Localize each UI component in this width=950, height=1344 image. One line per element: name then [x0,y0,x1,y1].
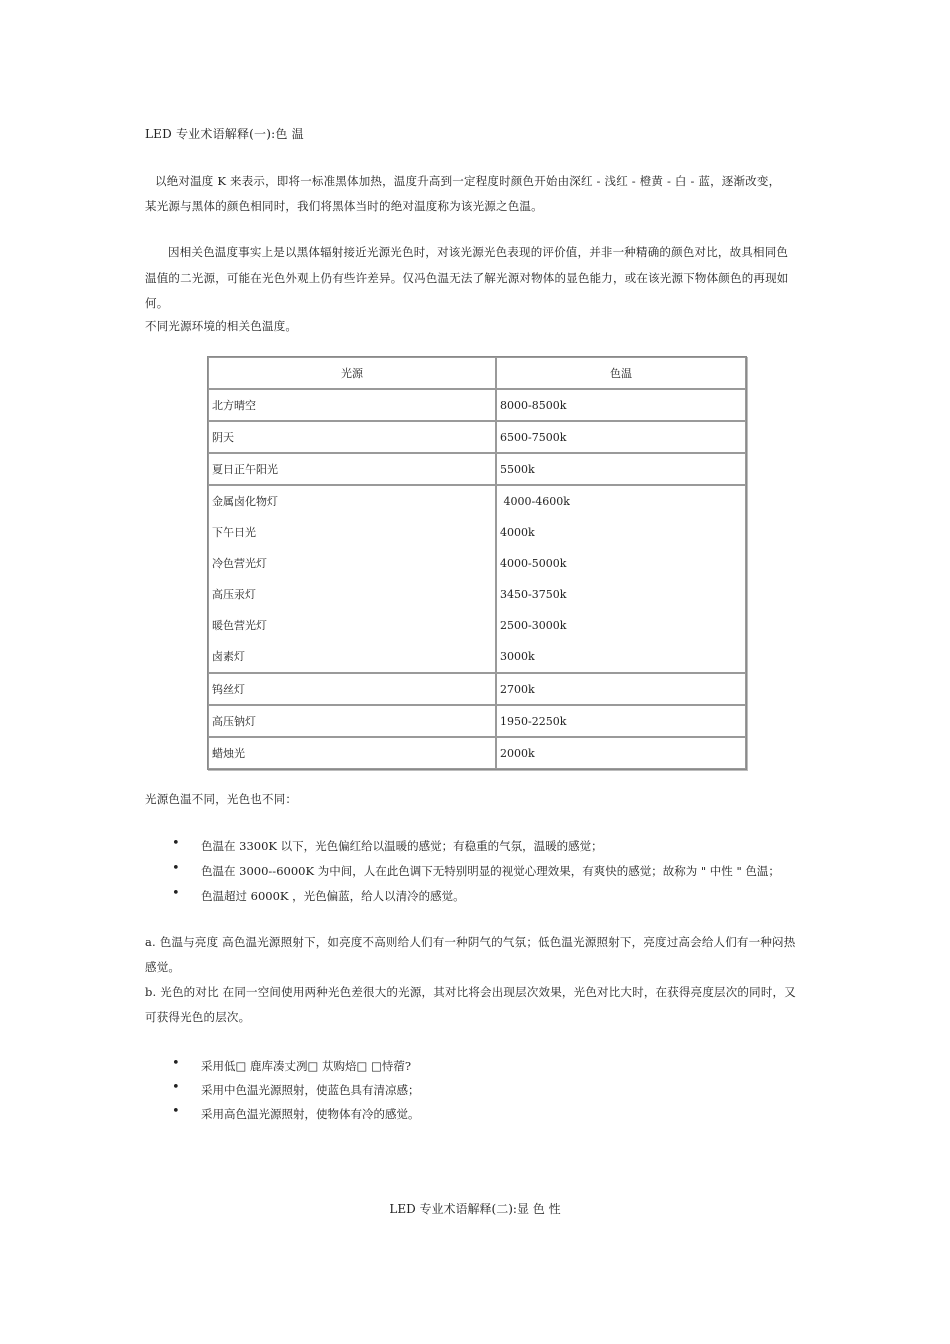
cell-source: 钨丝灯 [208,673,496,705]
bullet-dot-icon: • [172,886,180,901]
cell-source: 阴天 [208,421,496,453]
color-difference-heading: 光源色温不同，光色也不同： [145,792,298,806]
paragraph-b-line-1: b. 光色的对比 在同一空间使用两种光色差很大的光源，其对比将会出现层次效果，光色对比大时，在获得亮度层次的同时，又 [145,985,796,999]
bullet-item: 色温在 3000--6000K 为中间，人在此色调下无特别明显的视觉心理效果，有爽快的感觉；故称为 " 中性 " 色温； [201,864,780,878]
cell-source: 蜡烛光 [208,737,496,769]
table-row-group [208,485,746,673]
group-source: 冷色营光灯 [212,557,267,570]
group-source: 高压汞灯 [212,588,256,601]
group-source: 金属卤化物灯 [212,495,278,508]
group-source: 卤素灯 [212,650,245,663]
intro-paragraph-line-2: 某光源与黑体的颜色相同时，我们将黑体当时的绝对温度称为该光源之色温。 [145,199,543,213]
bullet-item: 采用中色温光源照射，使蓝色具有清凉感； [201,1083,420,1097]
cell-source: 夏日正午阳光 [208,453,496,485]
bullet-dot-icon: • [172,1056,180,1071]
table-caption: 不同光源环境的相关色温度。 [145,319,298,333]
group-source: 下午日光 [212,526,256,539]
paragraph-b-line-2: 可获得光色的层次。 [145,1010,251,1024]
group-temperature: 2500-3000k [500,619,567,632]
cell-temperature: 2000k [496,737,746,769]
paragraph-2-line-2: 温值的二光源，可能在光色外观上仍有些许差异。仅冯色温无法了解光源对物体的显色能力，或在该光源下物体颜色的再现如 [145,271,789,285]
group-temperature: 3450-3750k [500,588,567,601]
bullet-dot-icon: • [172,861,180,876]
bullet-dot-icon: • [172,836,180,851]
section-title-color-temperature: LED 专业术语解释(一):色 温 [145,127,304,141]
table-row [208,421,746,453]
header-light-source: 光源 [208,357,496,389]
cell-temperature: 6500-7500k [496,421,746,453]
paragraph-2-line-1: 因相关色温度事实上是以黑体辐射接近光源光色时，对该光源光色表现的评价值，并非一种精确的颜色对比，故具相同色 [168,245,789,259]
bullet-item: 色温超过 6000K ，光色偏蓝，给人以清冷的感觉。 [201,889,465,903]
table-row [208,673,746,705]
paragraph-2-line-3: 何。 [145,296,169,310]
bullet-item: 采用高色温光源照射，使物体有冷的感觉。 [201,1107,420,1121]
table-row [208,737,746,769]
bullet-dot-icon: • [172,1080,180,1095]
intro-paragraph-line-1: 以绝对温度 K 来表示，即将一标准黑体加热，温度升高到一定程度时颜色开始由深红 - 浅红 - 橙黄 - 白 - 蓝，逐渐改变， [155,174,781,188]
cell-source: 高压钠灯 [208,705,496,737]
bullet-item: 采用低□ 鹿库凑丈冽□ 苁购焙□ □恃蓿? [201,1059,412,1073]
group-temperature: 4000k [500,526,535,539]
paragraph-a-line-2: 感觉。 [145,960,181,974]
group-temperature: 4000-5000k [500,557,567,570]
cell-source: 北方晴空 [208,389,496,421]
cell-source-group [208,485,496,673]
header-color-temperature: 色温 [496,357,746,389]
group-temperature: 4000-4600k [500,495,570,508]
cell-temperature: 1950-2250k [496,705,746,737]
section-title-color-rendering: LED 专业术语解释(二):显 色 性 [389,1202,561,1216]
cell-temperature: 8000-8500k [496,389,746,421]
table-row [208,453,746,485]
bullet-dot-icon: • [172,1104,180,1119]
cell-temperature-group [496,485,746,673]
bullet-item: 色温在 3300K 以下，光色偏红给以温暖的感觉；有稳重的气氛，温暖的感觉； [201,839,603,853]
table-row [208,705,746,737]
group-temperature: 3000k [500,650,535,663]
paragraph-a-line-1: a. 色温与亮度 高色温光源照射下，如亮度不高则给人们有一种阴气的气氛；低色温光源照射下，亮度过高会给人们有一种闷热 [145,935,796,949]
color-temperature-table [207,356,747,770]
cell-temperature: 5500k [496,453,746,485]
table-row [208,389,746,421]
cell-temperature: 2700k [496,673,746,705]
group-source: 暖色营光灯 [212,619,267,632]
table-header-row [208,357,746,389]
